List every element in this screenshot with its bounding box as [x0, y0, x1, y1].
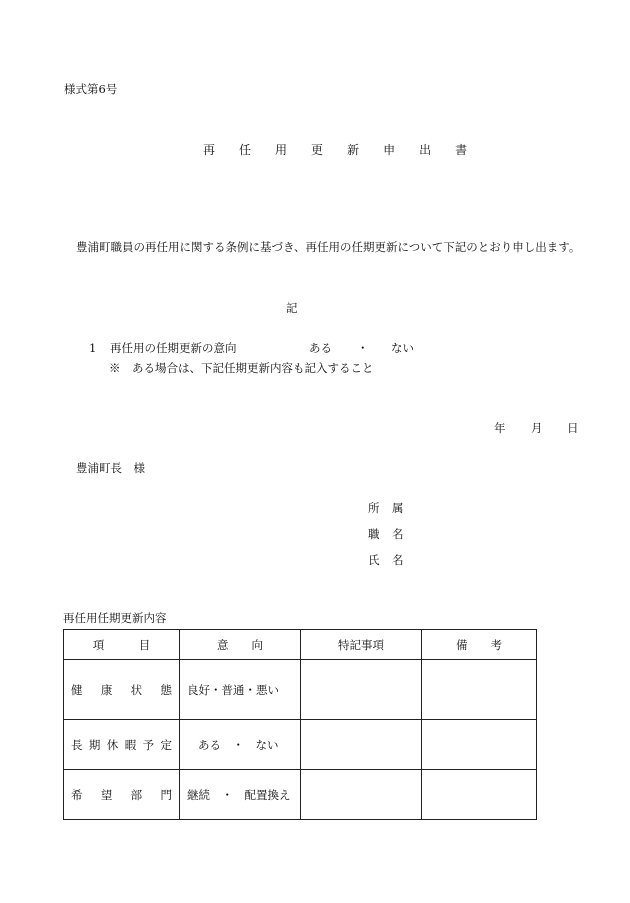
label-char: 氏 [368, 553, 380, 567]
table-row [64, 720, 537, 770]
notes-cell[interactable] [422, 770, 537, 820]
title-char: 申 [383, 143, 396, 157]
table-header-row [64, 630, 537, 660]
date-day-label: 日 [567, 421, 579, 435]
title-char: 再 [203, 143, 216, 157]
header-notes: 備 考 [422, 630, 537, 660]
title-char: 更 [311, 143, 324, 157]
title-char: 任 [239, 143, 252, 157]
option-yes[interactable]: ある [309, 341, 332, 355]
item-label: 再任用の任期更新の意向 [110, 341, 237, 355]
title-char: 新 [347, 143, 360, 157]
header-item: 項 目 [64, 630, 180, 660]
notes-cell[interactable] [422, 660, 537, 720]
row-intent[interactable]: 継続 ・ 配置換え [180, 770, 301, 820]
title-char: 用 [275, 143, 288, 157]
title-char: 書 [455, 143, 468, 157]
row-item: 希望部門 [64, 770, 180, 820]
item-number: 1 [89, 341, 97, 355]
affiliation-label [368, 503, 404, 515]
renewal-table [63, 629, 537, 820]
table-row [64, 770, 537, 820]
remarks-cell[interactable] [301, 660, 422, 720]
date-year-label: 年 [494, 421, 506, 435]
date-month-label: 月 [531, 421, 543, 435]
body-text: 豊浦町職員の再任用に関する条例に基づき、再任用の任期更新について下記のとおり申し出ます。 [76, 240, 581, 254]
table-caption: 再任用任期更新内容 [63, 611, 167, 625]
label-char: 職 [368, 527, 380, 541]
note-text: ※ ある場合は、下記任期更新内容も記入すること [109, 361, 374, 375]
row-intent[interactable]: 良好・普通・悪い [180, 660, 301, 720]
option-separator: ・ [357, 341, 369, 355]
post-label [368, 529, 404, 541]
row-item: 健康状態 [64, 660, 180, 720]
header-remarks: 特記事項 [301, 630, 422, 660]
label-char: 名 [392, 527, 404, 541]
form-number: 様式第6号 [64, 82, 118, 96]
addressee: 豊浦町長 様 [76, 461, 145, 475]
label-char: 所 [368, 501, 380, 515]
document-title [203, 144, 467, 156]
remarks-cell[interactable] [301, 770, 422, 820]
option-no[interactable]: ない [391, 341, 414, 355]
row-intent[interactable]: ある ・ ない [180, 720, 301, 770]
title-char: 出 [419, 143, 432, 157]
header-intent: 意 向 [180, 630, 301, 660]
label-char: 名 [392, 553, 404, 567]
row-item: 長期休暇予定 [64, 720, 180, 770]
table-row [64, 660, 537, 720]
notes-cell[interactable] [422, 720, 537, 770]
name-label [368, 555, 404, 567]
ki-heading: 記 [286, 301, 298, 315]
remarks-cell[interactable] [301, 720, 422, 770]
label-char: 属 [392, 501, 404, 515]
